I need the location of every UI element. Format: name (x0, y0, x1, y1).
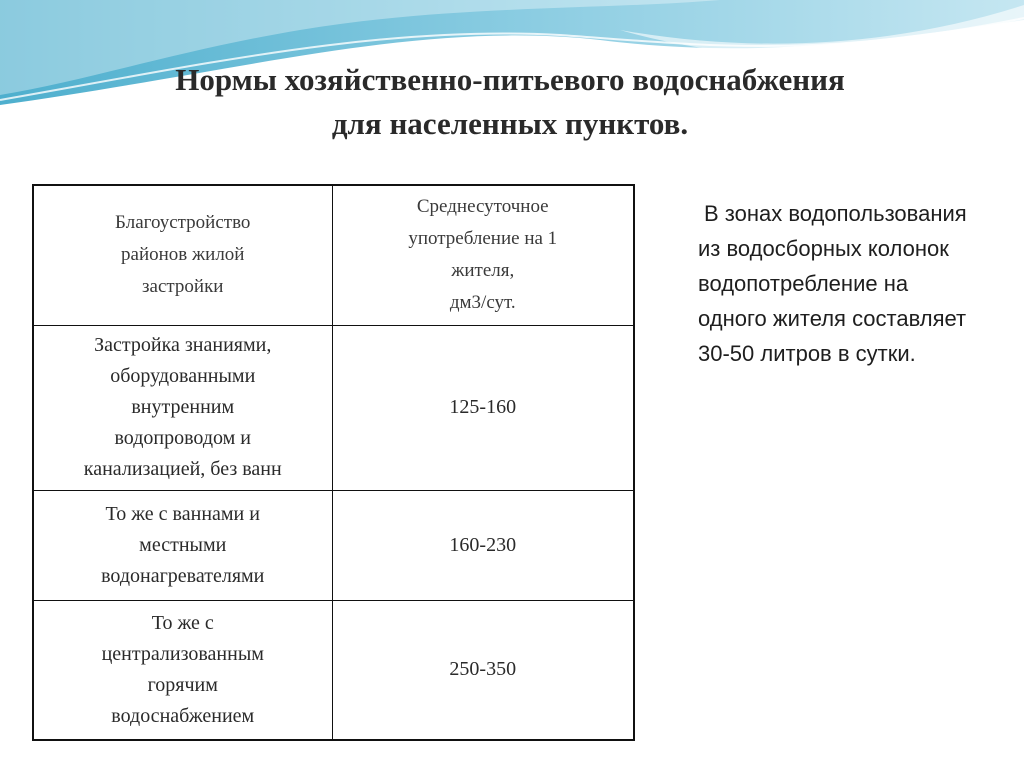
note-line: 30-50 литров в сутки. (698, 341, 916, 366)
row-value: 250-350 (332, 600, 634, 740)
note-line: из водосборных колонок (698, 236, 949, 261)
desc-line: То же с ваннами и (105, 502, 260, 525)
header-text: застройки (142, 276, 224, 298)
table-row (33, 325, 634, 490)
desc-line: местными (139, 533, 227, 556)
table-header-row (33, 185, 634, 325)
header-text: Среднесуточное (416, 196, 549, 218)
desc-line: Застройка знаниями, (94, 334, 272, 356)
desc-line: централизованным (101, 642, 264, 665)
header-cell-consumption (332, 185, 634, 325)
desc-line: То же с (151, 611, 214, 634)
header-text: употребление на 1 (408, 228, 558, 250)
desc-line: внутренним (131, 396, 235, 418)
page-title (60, 58, 960, 146)
header-text: районов жилой (121, 244, 245, 266)
header-text: дм3/сут. (449, 292, 516, 314)
title-line-1: Нормы хозяйственно-питьевого водоснабжения (175, 62, 845, 97)
row-value: 160-230 (332, 490, 634, 600)
header-text: Благоустройство (115, 212, 251, 234)
row-description (33, 490, 332, 600)
desc-line: водоснабжением (111, 704, 255, 727)
title-line-2: для населенных пунктов. (331, 106, 689, 141)
desc-line: водонагревателями (101, 564, 265, 587)
row-description (33, 600, 332, 740)
row-description (33, 325, 332, 490)
note-line: водопотребление на (698, 271, 909, 296)
note-line: одного жителя составляет (698, 306, 967, 331)
desc-line: водопроводом и (114, 427, 251, 449)
header-cell-improvement (33, 185, 332, 325)
desc-line: канализацией, без ванн (83, 458, 282, 480)
desc-line: горячим (147, 673, 218, 696)
desc-line: оборудованными (110, 365, 256, 387)
row-value: 125-160 (332, 325, 634, 490)
table-row (33, 490, 634, 600)
side-note (698, 196, 1018, 371)
note-line: В зонах водопользования (704, 201, 967, 226)
header-text: жителя, (451, 260, 515, 282)
water-norms-table (32, 184, 635, 741)
table-row (33, 600, 634, 740)
